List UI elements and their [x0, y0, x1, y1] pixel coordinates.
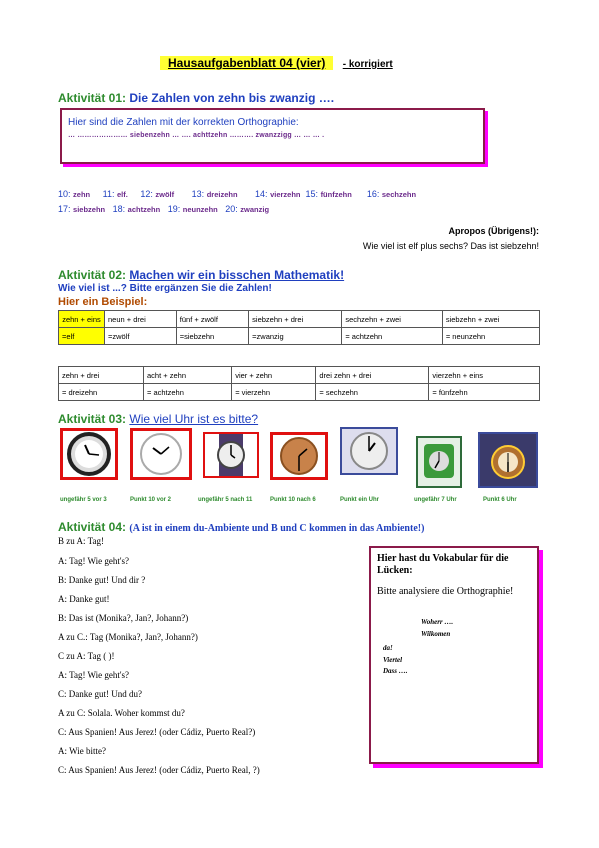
table-cell: neun + drei: [105, 311, 177, 328]
table-cell: = fünfzehn: [429, 384, 540, 401]
clock-image-5: [340, 427, 398, 475]
table-row: [59, 384, 540, 401]
table-cell: zehn + drei: [59, 367, 144, 384]
table-cell: = sechzehn: [316, 384, 429, 401]
clock-caption-4: Punkt 10 nach 6: [270, 497, 316, 503]
vocab-word: da!: [383, 644, 393, 652]
vocab-word: Viertel: [383, 656, 403, 664]
dialog-line: C: Aus Spanien! Aus Jerez! (oder Cádiz, Puerto Real, ?): [58, 765, 260, 775]
clock-caption-3: ungefähr 5 nach 11: [198, 497, 253, 503]
clock-image-3: [203, 432, 259, 478]
act2-example-label: Hier ein Beispiel:: [58, 296, 148, 308]
table-row: [59, 328, 540, 345]
table-cell: siebzehn + drei: [249, 311, 342, 328]
dialog-line: A: Tag! Wie geht's?: [58, 670, 130, 680]
table-cell: zehn + eins: [59, 311, 105, 328]
dialog-line: C: Danke gut! Und du?: [58, 689, 142, 699]
vocab-word: Dass ….: [383, 667, 408, 675]
clock-image-4: [270, 432, 328, 480]
dialog-line: A: Tag! Wie geht's?: [58, 556, 130, 566]
dialog-line: A zu C: Solala. Woher kommst du?: [58, 708, 185, 718]
vocab-word: Woherr ….: [421, 618, 454, 626]
table-row: [59, 367, 540, 384]
dialog-line: C: Aus Spanien! Aus Jerez! (oder Cádiz, Puerto Real?): [58, 727, 256, 737]
clock-image-1: [60, 428, 118, 480]
dialog-line: A: Wie bitte?: [58, 746, 106, 756]
clock-icon: [133, 431, 189, 477]
table-cell: = achtzehn: [144, 384, 232, 401]
numbers-row-1: 10: zehn 11: elf. 12: zwölf 13: dreizehn 14: vierzehn 15: fünfzehn 16: sechzehn: [58, 189, 417, 199]
table-cell: vier + zehn: [232, 367, 316, 384]
table-cell: acht + zehn: [144, 367, 232, 384]
vocab-word: Wilkomen: [421, 630, 451, 638]
vocab-box: [369, 546, 539, 764]
apropos-text: Wie viel ist elf plus sechs? Das ist siebzehn!: [362, 241, 539, 251]
clock-caption-2: Punkt 10 vor 2: [130, 497, 172, 503]
table-cell: =zwölf: [105, 328, 177, 345]
act1-box-line1: Hier sind die Zahlen mit der korrekten Orthographie:: [68, 117, 299, 128]
act2-title: Machen wir ein bisschen Mathematik!: [129, 268, 345, 282]
table-cell: siebzehn + zwei: [442, 311, 539, 328]
table-cell: =elf: [59, 328, 105, 345]
clock-image-7: [478, 432, 538, 488]
act2-heading: [58, 268, 344, 282]
clock-caption-1: ungefähr 5 vor 3: [60, 497, 107, 503]
table-cell: =siebzehn: [176, 328, 248, 345]
table-cell: fünf + zwölf: [176, 311, 248, 328]
table-cell: = neunzehn: [442, 328, 539, 345]
clock-icon: [418, 438, 460, 486]
clock-caption-5: Punkt ein Uhr: [340, 497, 380, 503]
act3-heading: [58, 412, 258, 426]
table-cell: drei zehn + drei: [316, 367, 429, 384]
title-main: Hausaufgabenblatt 04 (vier): [160, 56, 333, 70]
dialog-line: A zu C.: Tag (Monika?, Jan?, Johann?): [58, 632, 198, 642]
dialog-line: B: Danke gut! Und dir ?: [58, 575, 146, 585]
act4-heading: [58, 520, 424, 534]
dialog-line: B: Das ist (Monika?, Jan?, Johann?): [58, 613, 189, 623]
clock-icon: [480, 434, 536, 486]
act1-label: Aktivität 01:: [58, 91, 127, 105]
table-cell: = achtzehn: [342, 328, 443, 345]
vocab-instruction: Bitte analysiere die Orthographie!: [377, 586, 514, 597]
dialog-line: C zu A: Tag ( )!: [58, 651, 115, 661]
clock-icon: [205, 434, 257, 476]
act2-instruction: Wie viel ist ...? Bitte ergänzen Sie die Zahlen!: [58, 283, 272, 294]
act1-box-line2: … ………………… siebenzehn … …. achttzehn ………. zwanzzigg … … … .: [68, 132, 325, 139]
act4-label: Aktivität 04:: [58, 520, 127, 534]
act4-title: (A ist in einem du-Ambiente und B und C kommen in das Ambiente!): [129, 523, 425, 534]
vocab-title: Hier hast du Vokabular für die Lücken:: [377, 553, 509, 576]
table-cell: sechzehn + zwei: [342, 311, 443, 328]
clock-icon: [273, 435, 325, 477]
act2-label: Aktivität 02:: [58, 268, 127, 282]
numbers-row-2: 17: siebzehn 18: achtzehn 19: neunzehn 20: zwanzig: [58, 204, 270, 214]
clock-icon: [63, 431, 115, 477]
act3-title: Wie viel Uhr ist es bitte?: [129, 412, 259, 426]
math-table-2: [58, 366, 540, 401]
table-cell: = vierzehn: [232, 384, 316, 401]
table-cell: vierzehn + eins: [429, 367, 540, 384]
table-cell: =zwanzig: [249, 328, 342, 345]
clock-image-6: [416, 436, 462, 488]
clock-image-2: [130, 428, 192, 480]
apropos-title: Apropos (Übrigens!):: [448, 226, 539, 236]
title-subtitle: - korrigiert: [342, 59, 393, 70]
table-row: [59, 311, 540, 328]
act1-box: [60, 108, 485, 164]
act1-title: Die Zahlen von zehn bis zwanzig ….: [129, 91, 335, 105]
dialog-line: A: Danke gut!: [58, 594, 110, 604]
math-table-1: [58, 310, 540, 345]
table-cell: = dreizehn: [59, 384, 144, 401]
clock-caption-7: Punkt 6 Uhr: [483, 497, 517, 503]
page-title: [160, 56, 393, 70]
clock-icon: [342, 429, 396, 473]
act3-label: Aktivität 03:: [58, 412, 127, 426]
clock-caption-6: ungefähr 7 Uhr: [414, 497, 457, 503]
act1-heading: [58, 91, 334, 105]
dialog-line: B zu A: Tag!: [58, 536, 104, 546]
